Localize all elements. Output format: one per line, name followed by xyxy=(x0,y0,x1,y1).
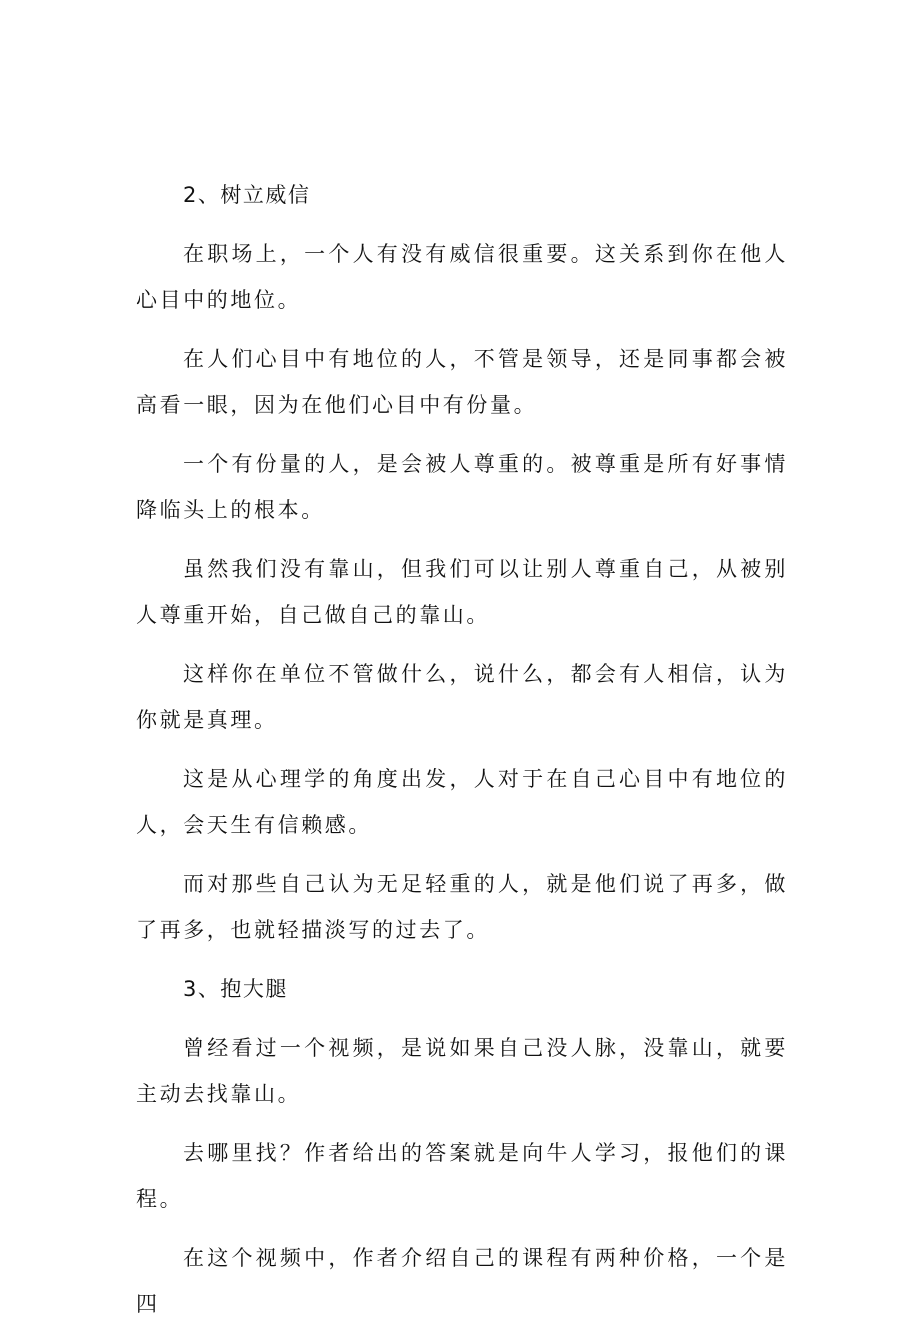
paragraph: 这样你在单位不管做什么，说什么，都会有人相信，认为你就是真理。 xyxy=(136,662,788,732)
paragraph: 这是从心理学的角度出发，人对于在自己心目中有地位的人，会天生有信赖感。 xyxy=(136,767,788,837)
paragraph: 曾经看过一个视频，是说如果自己没人脉，没靠山，就要主动去找靠山。 xyxy=(136,1036,788,1106)
paragraph: 而对那些自己认为无足轻重的人，就是他们说了再多，做了再多，也就轻描淡写的过去了。 xyxy=(136,872,788,942)
section-heading: 3、抱大腿 xyxy=(183,977,288,1001)
paragraph: 去哪里找？作者给出的答案就是向牛人学习，报他们的课程。 xyxy=(136,1141,788,1211)
paragraph: 在这个视频中，作者介绍自己的课程有两种价格，一个是四 xyxy=(136,1246,788,1316)
paragraph: 一个有份量的人，是会被人尊重的。被尊重是所有好事情降临头上的根本。 xyxy=(136,452,788,522)
section-heading: 2、树立威信 xyxy=(183,183,311,207)
document-body xyxy=(136,172,788,1340)
paragraph: 在职场上，一个人有没有威信很重要。这关系到你在他人心目中的地位。 xyxy=(136,242,788,312)
paragraph: 虽然我们没有靠山，但我们可以让别人尊重自己，从被别人尊重开始，自己做自己的靠山。 xyxy=(136,557,788,627)
paragraph: 在人们心目中有地位的人，不管是领导，还是同事都会被高看一眼，因为在他们心目中有份量。 xyxy=(136,347,788,417)
